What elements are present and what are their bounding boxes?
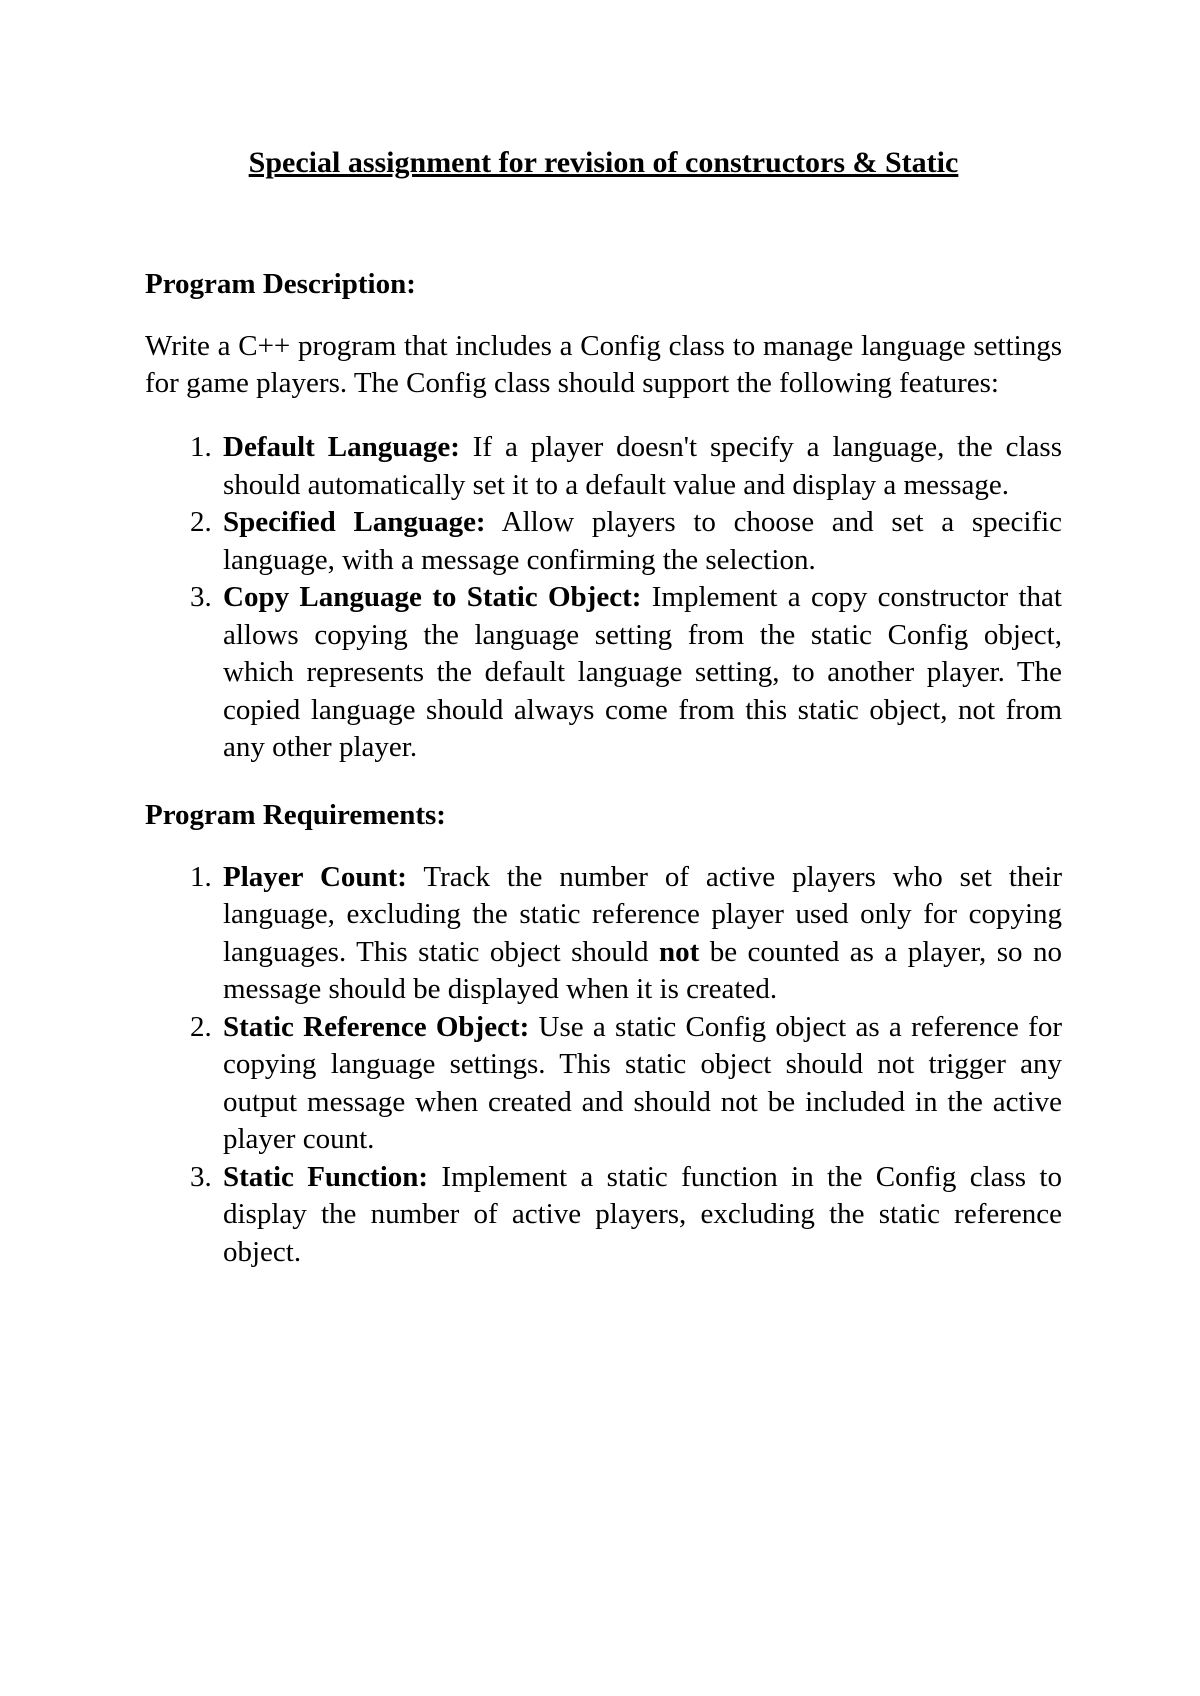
- feature-label: Default Language:: [223, 431, 460, 463]
- feature-text: Allow players to choose and set a specific language, with a message confirming the selection.: [223, 506, 1062, 576]
- feature-label: Copy Language to Static Object:: [223, 581, 642, 613]
- feature-item-default-language: [219, 429, 1062, 504]
- feature-item-copy-language: [219, 579, 1062, 767]
- requirement-item-static-reference: [219, 1009, 1062, 1159]
- requirement-text: be counted as a player, so no message should be displayed when it is created.: [223, 935, 1062, 1005]
- requirement-emphasis: not: [658, 935, 700, 968]
- requirement-label: Static Function:: [223, 1160, 429, 1193]
- requirement-text: Implement a static function in the Config class to display the number of active players, excluding the static reference object.: [223, 1160, 1062, 1268]
- program-requirements-heading: Program Requirements:: [145, 798, 446, 831]
- requirement-text: Track the number of active players who set their language, excluding the static reference player used only for copying languages. This static object should: [223, 860, 1062, 968]
- requirement-item-static-function: [219, 1159, 1062, 1272]
- program-description-intro: Write a C++ program that includes a Config class to manage language settings for game players. The Config class should support the following features:: [145, 330, 1062, 399]
- requirement-list: [145, 859, 1062, 1272]
- feature-label: Specified Language:: [223, 506, 486, 538]
- feature-item-specified-language: [219, 504, 1062, 579]
- feature-text: If a player doesn't specify a language, the class should automatically set it to a default value and display a message.: [223, 431, 1062, 501]
- requirement-label: Player Count:: [223, 860, 407, 893]
- program-description-heading: Program Description:: [145, 268, 416, 300]
- feature-list: [145, 429, 1062, 767]
- requirement-text: Use a static Config object as a reference for copying language settings. This static object should not trigger any output message when created and should not be included in the active player count.: [223, 1010, 1062, 1155]
- document-title: Special assignment for revision of constructors & Static: [248, 146, 959, 179]
- requirement-item-player-count: [219, 859, 1062, 1009]
- feature-text: Implement a copy constructor that allows copying the language setting from the static Config object, which represents the default language setting, to another player. The copied language should always come from this static object, not from any other player.: [223, 581, 1062, 763]
- requirement-label: Static Reference Object:: [223, 1010, 530, 1043]
